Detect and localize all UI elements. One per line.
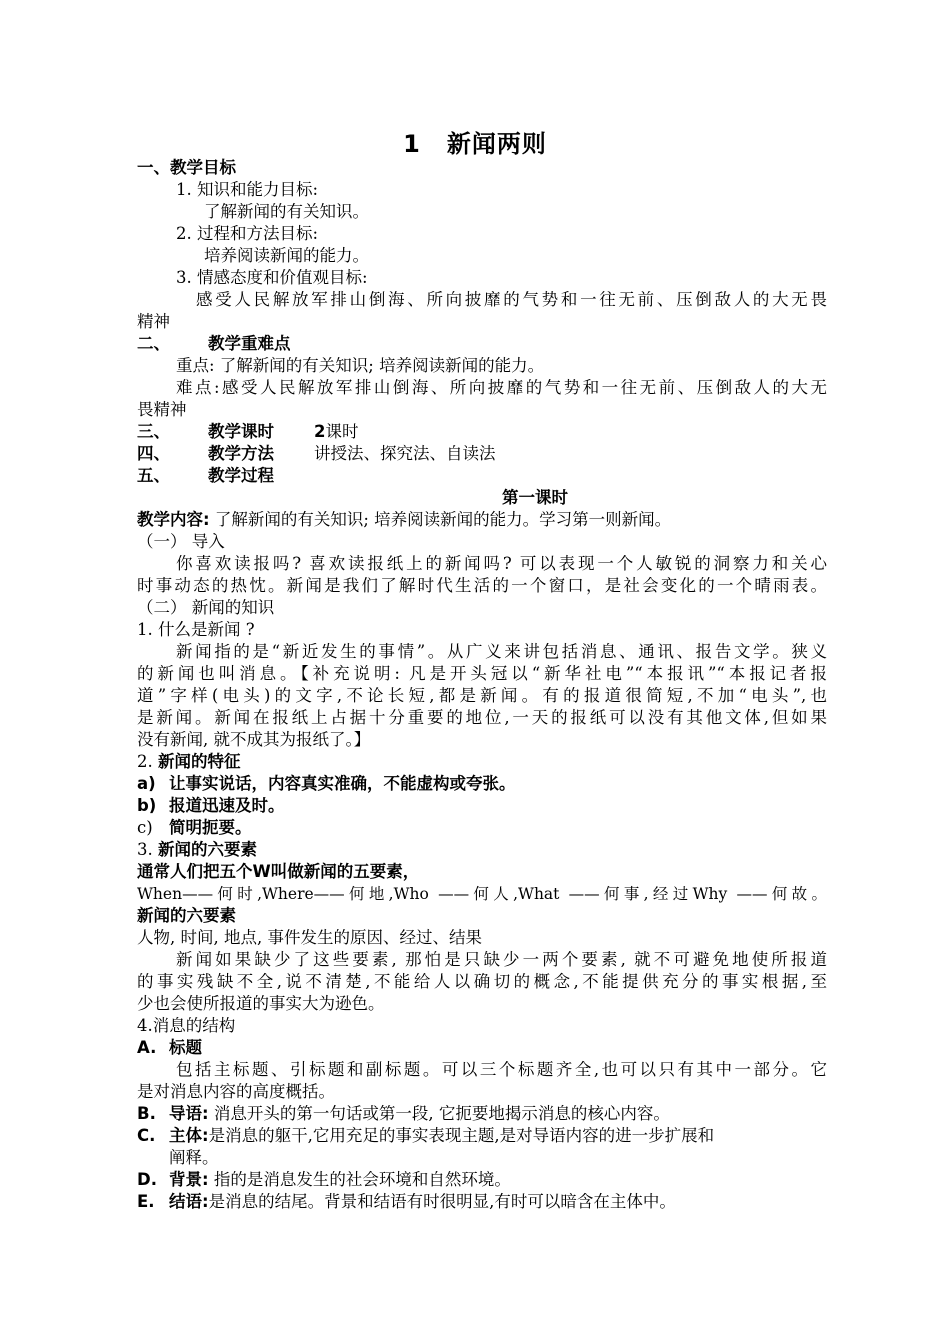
key-point: 重点: 了解新闻的有关知识; 培养阅读新闻的能力。 — [176, 356, 545, 375]
feature-a: a) 让事实说话，内容真实准确，不能虚构或夸张。 — [137, 774, 516, 793]
section-2-heading: 二、 教学重难点 — [137, 334, 291, 353]
five-w-list: When——何时,Where——何地,Who ——何人,What ——何事,经过Why ——何故。 — [137, 885, 827, 903]
title-number: 1 — [403, 130, 421, 158]
objective-1: 1. 知识和能力目标: — [176, 180, 319, 199]
lesson-content: 教学内容: 了解新闻的有关知识; 培养阅读新闻的能力。学习第一则新闻。 — [137, 510, 672, 529]
intro-para: 你喜欢读报吗? 喜欢读报纸上的新闻吗? 可以表现一个人敏锐的洞察力和关心 — [176, 554, 827, 573]
objective-3-detail: 感受人民解放军排山倒海、所向披靡的气势和一往无前、压倒敌人的大无畏 — [196, 290, 827, 309]
six-elements-heading: 新闻的六要素 — [137, 906, 236, 925]
objective-3-detail-cont: 精神 — [137, 312, 170, 331]
question-3: 3. 新闻的六要素 — [137, 840, 257, 859]
section-1-heading: 一、教学目标 — [137, 158, 236, 177]
objective-2: 2. 过程和方法目标: — [176, 224, 319, 243]
elements-para-2: 的事实残缺不全,说不清楚,不能给人以确切的概念,不能提供充分的事实根据,至 — [137, 972, 827, 991]
structure-C: C. 主体:是消息的躯干,它用充足的事实表现主题,是对导语内容的进一步扩展和 — [137, 1126, 715, 1145]
six-elements-list: 人物, 时间, 地点, 事件发生的原因、经过、结果 — [137, 928, 482, 947]
q1-para-1: 新闻指的是“新近发生的事情”。从广义来讲包括消息、通讯、报告文学。狭义 — [176, 642, 827, 661]
question-4: 4.消息的结构 — [137, 1016, 236, 1035]
structure-A: A. 标题 — [137, 1038, 202, 1057]
knowledge-heading: （二） 新闻的知识 — [137, 598, 275, 617]
structure-E: E. 结语:是消息的结尾。背景和结语有时很明显,有时可以暗含在主体中。 — [137, 1192, 676, 1211]
difficult-point: 难点:感受人民解放军排山倒海、所向披靡的气势和一往无前、压倒敌人的大无 — [176, 378, 827, 397]
section-3-row: 三、 教学课时 2课时 — [137, 422, 359, 441]
feature-c: c) 简明扼要。 — [137, 818, 252, 837]
section-5-heading: 五、 教学过程 — [137, 466, 274, 485]
structure-D: D. 背景: 指的是消息发生的社会环境和自然环境。 — [137, 1170, 511, 1189]
structure-B: B. 导语: 消息开头的第一句话或第一段, 它扼要地揭示消息的核心内容。 — [137, 1104, 670, 1123]
five-w-intro: 通常人们把五个W叫做新闻的五要素， — [137, 862, 420, 881]
objective-1-detail: 了解新闻的有关知识。 — [204, 202, 369, 221]
elements-para-3: 少也会使所报道的事实大为逊色。 — [137, 994, 385, 1013]
document-title — [0, 124, 950, 159]
structure-A-para-cont: 是对消息内容的高度概括。 — [137, 1082, 335, 1101]
objective-3: 3. 情感态度和价值观目标: — [176, 268, 368, 287]
title-text: 新闻两则 — [446, 130, 547, 158]
section-4-row: 四、 教学方法 讲授法、探究法、自读法 — [137, 444, 496, 463]
feature-b: b) 报道迅速及时。 — [137, 796, 285, 815]
difficult-point-cont: 畏精神 — [137, 400, 187, 419]
intro-heading: （一） 导入 — [137, 532, 225, 551]
q1-para-2: 的新闻也叫消息。【补充说明: 凡是开头冠以“新华社电”“本报讯”“本报记者报 — [137, 664, 827, 683]
elements-para-1: 新闻如果缺少了这些要素, 那怕是只缺少一两个要素, 就不可避免地使所报道 — [176, 950, 827, 969]
structure-C-cont: 阐释。 — [169, 1148, 219, 1167]
q1-para-5: 没有新闻, 就不成其为报纸了。】 — [137, 730, 371, 749]
objective-2-detail: 培养阅读新闻的能力。 — [204, 246, 369, 265]
question-1: 1. 什么是新闻 ? — [137, 620, 255, 639]
question-2: 2. 新闻的特征 — [137, 752, 241, 771]
lesson-heading: 第一课时 — [502, 488, 568, 507]
structure-A-para: 包括主标题、引标题和副标题。可以三个标题齐全,也可以只有其中一部分。它 — [176, 1060, 827, 1079]
intro-para-cont: 时事动态的热忱。新闻是我们了解时代生活的一个窗口，是社会变化的一个晴雨表。 — [137, 576, 827, 595]
q1-para-4: 是新闻。新闻在报纸上占据十分重要的地位,一天的报纸可以没有其他文体,但如果 — [137, 708, 827, 727]
q1-para-3: 道”字样(电头)的文字,不论长短,都是新闻。有的报道很简短,不加“电头”,也 — [137, 686, 827, 705]
